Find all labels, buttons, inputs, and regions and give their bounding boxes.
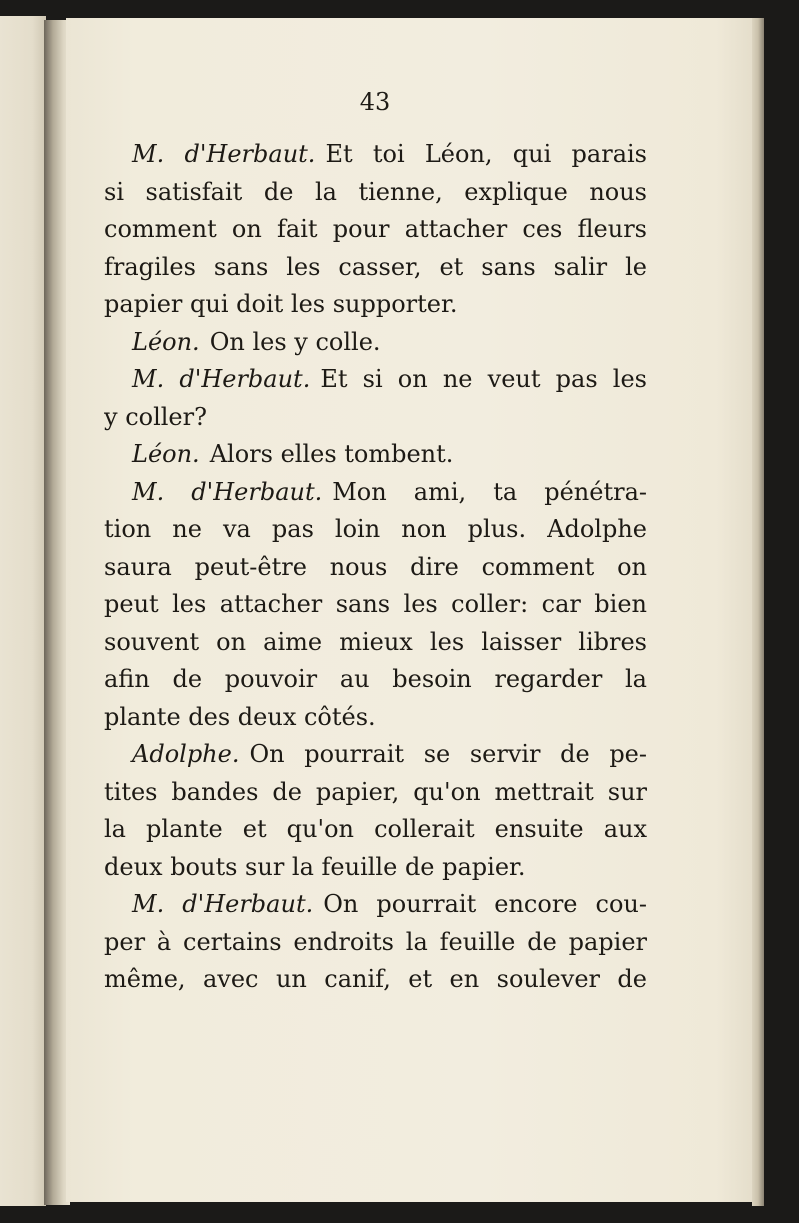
- line-text: fragiles sans les casser, et sans salir le: [104, 252, 647, 281]
- speaker-name: M. d'Herbaut.: [132, 477, 323, 506]
- page-number: 43: [359, 88, 391, 116]
- text-line: [104, 136, 647, 174]
- line-text: la plante et qu'on collerait ensuite aux: [104, 815, 647, 843]
- text-line: [104, 324, 647, 362]
- line-text: peut les attacher sans les coller: car bien: [104, 590, 647, 618]
- page-text: [104, 136, 647, 999]
- line-text: si satisfait de la tienne, explique nous: [104, 177, 647, 206]
- line-text: Alors elles tombent.: [209, 440, 454, 468]
- text-line: [104, 811, 647, 849]
- speaker-name: M. d'Herbaut.: [132, 890, 314, 918]
- text-line: [104, 586, 647, 624]
- line-text: plante des deux côtés.: [104, 702, 376, 731]
- text-line: [104, 249, 647, 287]
- text-line: [104, 399, 647, 437]
- text-line: [104, 436, 647, 474]
- text-line: [104, 661, 647, 699]
- line-text: deux bouts sur la feuille de papier.: [104, 852, 526, 881]
- previous-page-edge: [0, 16, 46, 1206]
- text-line: [104, 961, 647, 999]
- line-text: comment on fait pour attacher ces fleurs: [104, 215, 647, 243]
- text-line: [104, 211, 647, 249]
- text-line: [104, 624, 647, 662]
- line-text: Et toi Léon, qui parais: [325, 140, 647, 168]
- line-text: Et si on ne veut pas les: [320, 365, 647, 393]
- line-text: papier qui doit les supporter.: [104, 290, 458, 318]
- speaker-name: Adolphe.: [132, 740, 240, 768]
- text-line: [104, 361, 647, 399]
- text-line: [104, 924, 647, 962]
- speaker-name: M. d'Herbaut.: [132, 140, 316, 168]
- text-line: [104, 549, 647, 587]
- speaker-name: M. d'Herbaut.: [132, 365, 311, 393]
- page-edge: [752, 18, 764, 1206]
- line-text: Mon ami, ta pénétra-: [332, 477, 647, 506]
- line-text: souvent on aime mieux les laisser libres: [104, 627, 647, 656]
- line-text: On les y colle.: [209, 327, 381, 356]
- text-line: [104, 474, 647, 512]
- line-text: saura peut-être nous dire comment on: [104, 552, 647, 581]
- line-text: y coller?: [104, 402, 207, 431]
- speaker-name: Léon.: [132, 440, 200, 468]
- text-line: [104, 511, 647, 549]
- text-line: [104, 699, 647, 737]
- text-line: [104, 286, 647, 324]
- text-line: [104, 736, 647, 774]
- line-text: afin de pouvoir au besoin regarder la: [104, 665, 647, 693]
- text-line: [104, 174, 647, 212]
- text-line: [104, 849, 647, 887]
- line-text: On pourrait se servir de pe-: [249, 740, 647, 768]
- line-text: tion ne va pas loin non plus. Adolphe: [104, 515, 647, 543]
- text-line: [104, 886, 647, 924]
- speaker-name: Léon.: [132, 327, 200, 356]
- text-line: [104, 774, 647, 812]
- line-text: On pourrait encore cou-: [323, 890, 647, 918]
- line-text: per à certains endroits la feuille de papier: [104, 927, 647, 956]
- line-text: tites bandes de papier, qu'on mettrait sur: [104, 777, 647, 806]
- line-text: même, avec un canif, et en soulever de: [104, 965, 647, 993]
